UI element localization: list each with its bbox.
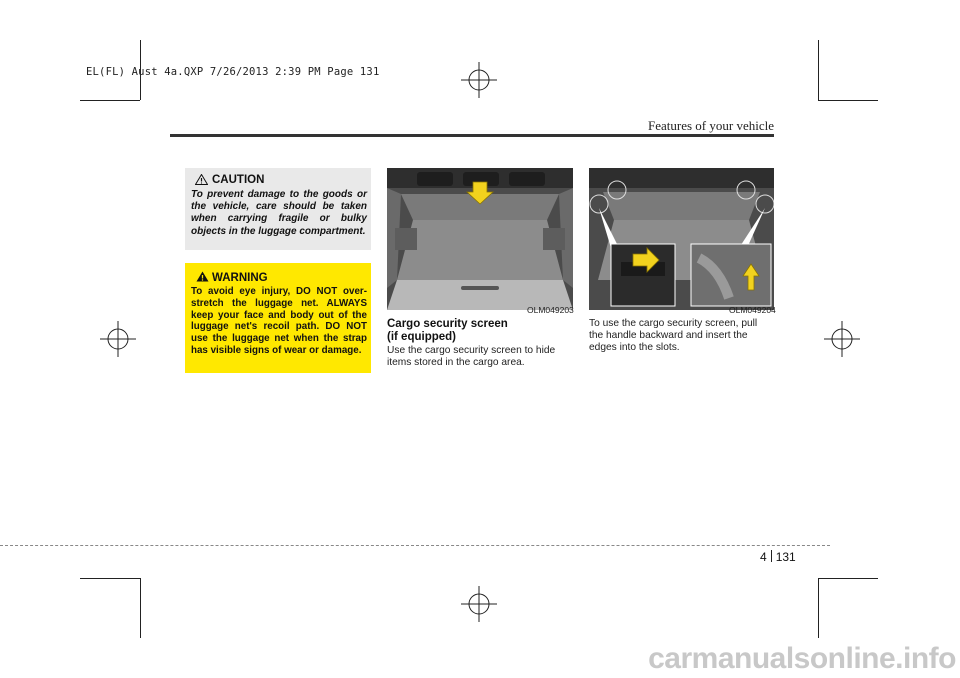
crop-mark: [818, 40, 819, 100]
crop-mark: [140, 578, 141, 638]
registration-mark-icon: [461, 586, 497, 622]
warning-text: To avoid eye injury, DO NOT over-stretch the luggage net. ALWAYS keep your face and body out of the luggage net's recoil path. DO NOT use the luggage net when the strap has visible signs of wear or damage.: [191, 286, 367, 356]
figure-code: OLM049203: [527, 305, 574, 315]
warning-heading: WARNING: [212, 272, 268, 284]
page-number: [760, 550, 796, 564]
registration-mark-icon: [100, 321, 136, 357]
chapter-number: 4: [760, 550, 767, 564]
instructions-text: To use the cargo security screen, pull the handle backward and insert the edges into the slots.: [589, 318, 758, 353]
page-header-title: Features of your vehicle: [648, 118, 774, 133]
registration-mark-icon: [824, 321, 860, 357]
crop-mark: [80, 100, 140, 101]
page-number-separator: [771, 550, 772, 562]
page-number-value: 131: [775, 550, 796, 564]
slots-photo: [589, 168, 774, 310]
crop-mark: [818, 578, 878, 579]
section-title-line: Cargo security screen: [387, 318, 508, 330]
section-title: [387, 318, 508, 343]
caution-box: [185, 168, 371, 250]
crop-mark: [80, 578, 140, 579]
print-slug: EL(FL) Aust 4a.QXP 7/26/2013 2:39 PM Page 131: [86, 66, 380, 78]
warning-box: [185, 263, 371, 373]
caution-triangle-icon: [195, 174, 208, 185]
figure-code: OLM049204: [729, 305, 776, 315]
caution-text: To prevent damage to the goods or the vehicle, care should be taken when carrying fragile or bulky objects in the luggage compartment.: [191, 189, 367, 237]
cargo-area-photo: [387, 168, 573, 310]
crop-mark: [818, 578, 819, 638]
header-rule: [170, 134, 774, 137]
section-body: Use the cargo security screen to hide items stored in the cargo area.: [387, 345, 556, 368]
footer-watermark: carmanualsonline.info: [648, 642, 956, 675]
footer-dashed-rule: [0, 545, 830, 546]
slots-illustration: [589, 168, 774, 310]
registration-mark-icon: [461, 62, 497, 98]
crop-mark: [818, 100, 878, 101]
caution-heading: CAUTION: [212, 174, 265, 186]
cargo-area-illustration: [387, 168, 573, 310]
section-title-line: (if equipped): [387, 330, 456, 343]
warning-triangle-icon: [196, 271, 209, 282]
